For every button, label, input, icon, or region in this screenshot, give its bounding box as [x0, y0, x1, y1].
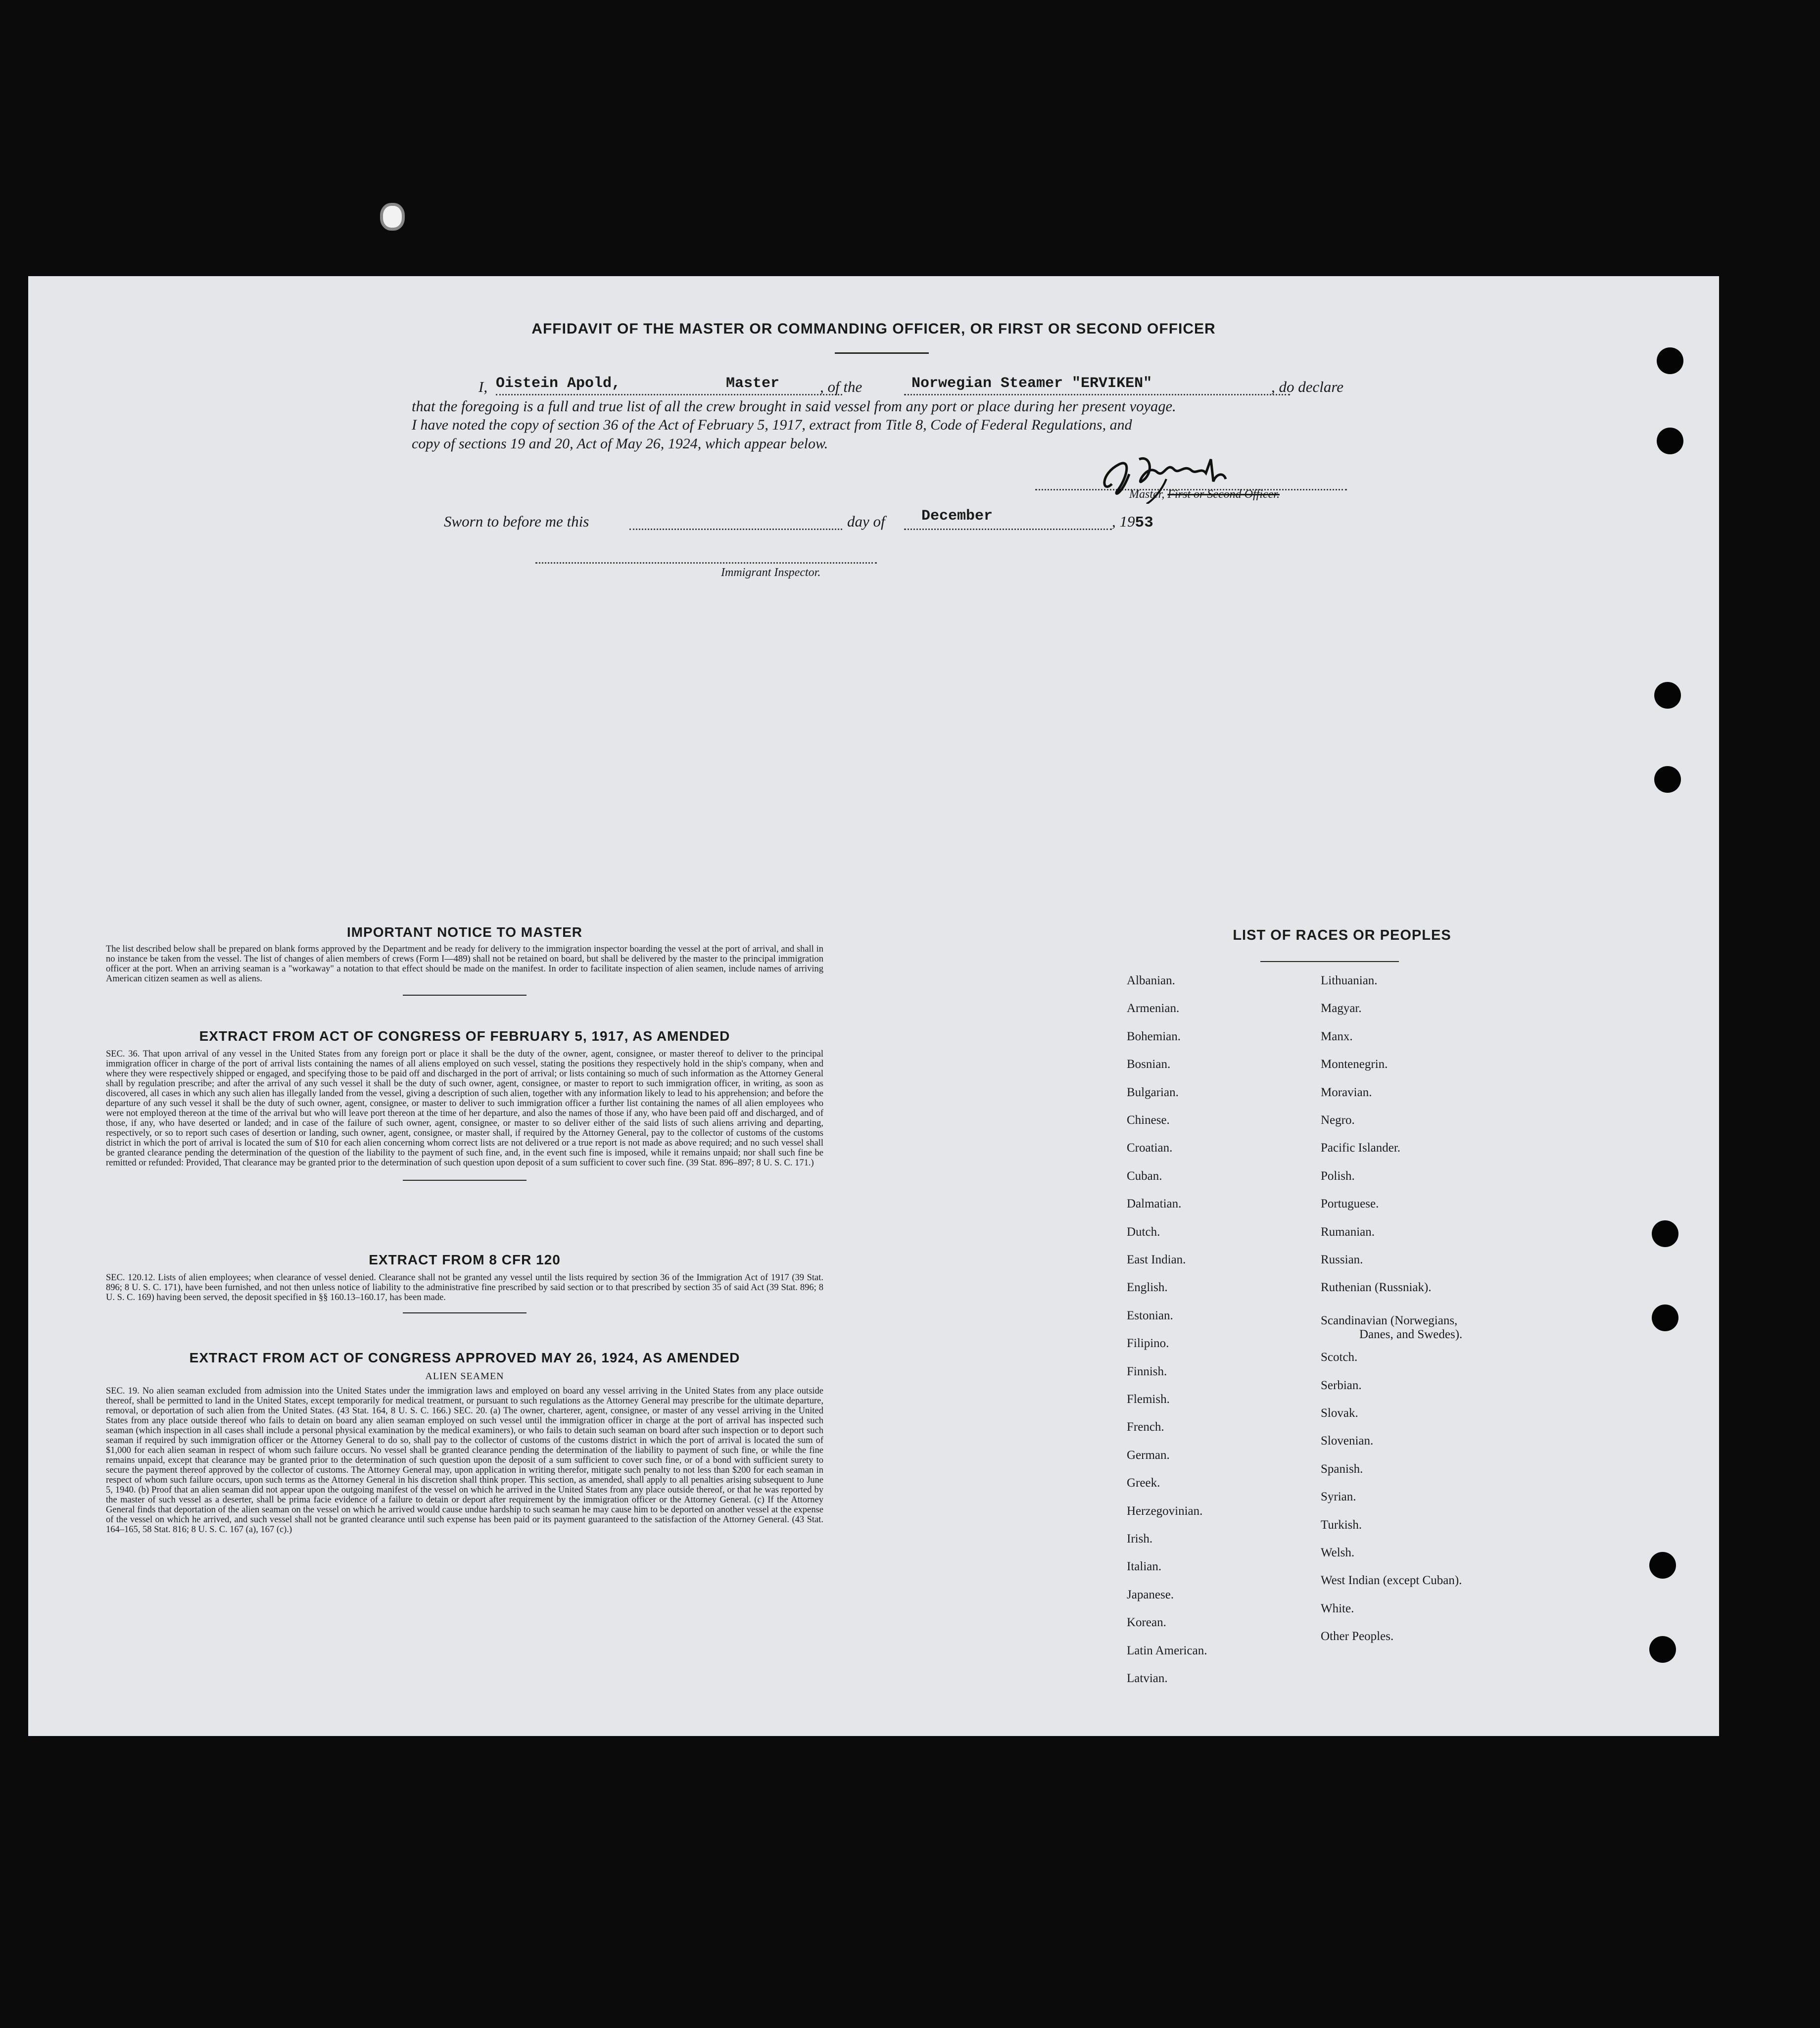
race-item: Bulgarian.	[1127, 1085, 1179, 1099]
race-item: Italian.	[1127, 1560, 1162, 1574]
race-item: Manx.	[1321, 1029, 1353, 1043]
race-item: Magyar.	[1321, 1002, 1362, 1015]
extract-cfr-body: SEC. 120.12. Lists of alien employees; when clearance of vessel denied. Clearance shall not be granted any vessel until the lists required by section 36 of the Immigration Act of 1917 (39 Stat. 896; 8 U. S. C. 171), have been furnished, and not then unless notice of liability to the administrative fine prescribed by said section or to that prescribed by section 35 of said Act (39 Stat. 896; 8 U. S. C. 169) having been served, the deposit specified in §§ 160.13–160.17, has been made.	[106, 1273, 823, 1303]
race-item: English.	[1127, 1281, 1168, 1295]
affidavit-title: AFFIDAVIT OF THE MASTER OR COMMANDING OFFICER, OR FIRST OR SECOND OFFICER	[531, 321, 1216, 337]
vessel-name: Norwegian Steamer "ERVIKEN"	[911, 375, 1152, 392]
inspector-caption: Immigrant Inspector.	[721, 566, 821, 579]
race-item: French.	[1127, 1420, 1164, 1434]
race-item: Turkish.	[1321, 1518, 1362, 1532]
race-item: Spanish.	[1321, 1462, 1363, 1476]
race-item: Montenegrin.	[1321, 1058, 1388, 1071]
race-item: Scandinavian (Norwegians,	[1321, 1313, 1458, 1327]
extract-1924-section	[106, 1350, 823, 1535]
i-label: I,	[479, 378, 488, 395]
master-name: Oistein Apold,	[496, 375, 621, 392]
extract-1917-body: SEC. 36. That upon arrival of any vessel in the United States from any foreign port or place it shall be the duty of the owner, agent, consignee, or master thereof to deliver to the principal immigration officer in charge of the port of arrival lists containing the names of all aliens employed on such vessel, stating the positions they respectively hold in the ship's company, when and where they were respectively shipped or engaged, and specifying those to be paid off and discharged in the port of arrival; or lists containing so much of such information as the Attorney General shall by regulation prescribe; and after the arrival of any such vessel it shall be the duty of such owner, agent, consignee, or master to report to such immigration officer, in writing, as soon as discovered, all cases in which any such alien has illegally landed from the vessel, giving a description of such alien, together with any information likely to lead to his apprehension; and before the departure of any such vessel it shall be the duty of such owner, agent, consignee, or master to deliver to such immigration officer a further list containing the names of all alien employees who were not employed thereon at the time of the arrival but who will leave port thereon at the time of her departure, and also the names of those if any, who have been paid off and discharged, and of those, if any, who have deserted or landed; and in case of the failure of such owner, agent, consignee, or master to so deliver either of the said lists of such aliens arriving and departing, respectively, or so to report such cases of desertion or landing, such owner, agent, consignee, or master shall, if required by the Attorney General, pay to the collector of customs of the customs district in which the port of arrival is located the sum of $10 for each alien concerning whom correct lists are not delivered or a true report is not made as above required; and no such vessel shall be granted clearance pending the determination of the question of the liability to the payment of such fine, and, in the event such fine is imposed, while it remains unpaid; nor shall such fine be remitted or refunded: Provided, That clearance may be granted prior to the determination of such question upon deposit of a sum sufficient to cover such fine. (39 Stat. 896–897; 8 U. S. C. 171.)	[106, 1049, 823, 1168]
races-rule	[1260, 961, 1399, 962]
declaration-line-3: I have noted the copy of section 36 of the Act of February 5, 1917, extract from Title 8, Code of Federal Regulations, and	[412, 417, 1132, 433]
document-page	[28, 276, 1719, 1736]
binder-hole	[1652, 1220, 1678, 1247]
race-item: Serbian.	[1321, 1378, 1362, 1392]
race-item: Latin American.	[1127, 1643, 1207, 1657]
race-item: Irish.	[1127, 1532, 1153, 1545]
race-item: Dutch.	[1127, 1225, 1160, 1239]
notice-rule	[403, 995, 527, 996]
year-prefix	[1112, 513, 1153, 531]
sworn-month: December	[921, 508, 993, 525]
races-title: LIST OF RACES OR PEOPLES	[1233, 927, 1451, 943]
extract-cfr-section	[106, 1252, 823, 1313]
race-item: Herzegovinian.	[1127, 1504, 1203, 1518]
binder-hole	[1649, 1552, 1676, 1579]
race-item: Dalmatian.	[1127, 1197, 1182, 1211]
race-item: Portuguese.	[1321, 1197, 1379, 1211]
extract-1924-body: SEC. 19. No alien seaman excluded from admission into the United States under the immigration laws and employed on board any vessel arriving in the United States from any place outside thereof, shall be permitted to land in the United States, except temporarily for medical treatment, or pursuant to such regulations as the Attorney General may prescribe for the ultimate departure, removal, or deportation of such alien from the United States. (43 Stat. 164, 8 U. S. C. 166.) SEC. 20. (a) The owner, charterer, agent, consignee, or master of any vessel arriving in the United States from any place outside thereof who fails to detain on board any alien seaman employed on such vessel until the immigration officer in charge at the port of arrival has inspected such seaman (which inspection in all cases shall include a personal physical examination by the medical examiners), or who fails to detain such seaman on board after such inspection or to deport such seaman if required by such immigration officer or the Attorney General to do so, shall pay to the collector of customs of the customs district in which the port of arrival is located the sum of $1,000 for each alien seaman in respect of whom such failure occurs. No vessel shall be granted clearance pending the determination of the liability to payment of such fine, or while the fine remains unpaid, except that clearance may be granted prior to the determination of such question upon the deposit of a sum sufficient to cover such fine, or of a bond with sufficient surety to secure the payment thereof approved by the collector of customs. The Attorney General may, upon application in writing therefor, mitigate such penalty to not less than $200 for each seaman in respect of whom such failure occurs, upon such terms as the Attorney General in his discretion shall think proper. This section, as amended, shall apply to all penalties arising subsequent to June 5, 1940. (b) Proof that an alien seaman did not appear upon the outgoing manifest of the vessel on which he arrived in the United States from any place outside thereof, or that he was reported by the master of such vessel as a deserter, shall be prima facie evidence of a failure to detain or deport after requirement by the immigration officer or the Attorney General. (c) If the Attorney General finds that deportation of the alien seaman on the vessel on which he arrived would cause undue hardship to such seaman he may cause him to be deported on another vessel at the expense of the vessel on which he arrived, and such vessel shall not be granted clearance until such expense has been paid or its payment guaranteed to the satisfaction of the Attorney General. (43 Stat. 164–165, 58 Stat. 816; 8 U. S. C. 167 (a), 167 (c).)	[106, 1386, 823, 1535]
declaration-line-4: copy of sections 19 and 20, Act of May 26, 1924, which appear below.	[412, 435, 828, 452]
race-item: Syrian.	[1321, 1490, 1356, 1504]
race-item: Korean.	[1127, 1616, 1166, 1630]
race-item: Rumanian.	[1321, 1225, 1375, 1239]
stray-mark	[380, 203, 405, 231]
race-item: Cuban.	[1127, 1169, 1162, 1183]
race-item: Welsh.	[1321, 1546, 1355, 1559]
race-item: Finnish.	[1127, 1364, 1167, 1378]
race-item: Estonian.	[1127, 1308, 1173, 1322]
notice-title: IMPORTANT NOTICE TO MASTER	[346, 924, 583, 940]
race-item: Filipino.	[1127, 1337, 1169, 1351]
master-rank: Master	[726, 375, 780, 392]
signature-caption	[1129, 488, 1280, 501]
race-item: German.	[1127, 1448, 1170, 1462]
race-item: Polish.	[1321, 1169, 1355, 1183]
name-line	[496, 394, 842, 395]
extract-1917-section	[106, 1028, 823, 1181]
race-item: Lithuanian.	[1321, 974, 1378, 987]
race-item: Greek.	[1127, 1476, 1160, 1490]
binder-hole	[1657, 428, 1683, 454]
race-item: Albanian.	[1127, 974, 1175, 987]
sworn-label: Sworn to before me this	[444, 513, 589, 530]
extract-1917-rule	[403, 1180, 527, 1181]
race-item: Flemish.	[1127, 1393, 1170, 1406]
race-item: Negro.	[1321, 1113, 1355, 1127]
race-item: East Indian.	[1127, 1253, 1186, 1266]
race-item: Pacific Islander.	[1321, 1141, 1401, 1155]
master-caption: Master,	[1129, 488, 1165, 501]
binder-hole	[1657, 347, 1683, 374]
notice-body: The list described below shall be prepared on blank forms approved by the Department and be ready for delivery to the immigration inspector boarding the vessel at the port of arrival, and shall in no instance be taken from the vessel. The list of changes of alien members of crews (Form I—489) shall not be retained on board, but shall be delivered by the master to the principal immigration officer at the port. When an arriving seaman is a "workaway" a notation to that effect should be made on the manifest. In order to facilitate inspection of alien seamen, include names of arriving American citizen seamen as well as aliens.	[106, 944, 823, 984]
race-item: Danes, and Swedes).	[1359, 1327, 1463, 1341]
race-item: Ruthenian (Russniak).	[1321, 1281, 1432, 1295]
extract-cfr-title: EXTRACT FROM 8 CFR 120	[369, 1252, 561, 1267]
binder-hole	[1654, 682, 1681, 709]
notice-section	[106, 924, 823, 996]
vessel-line	[904, 394, 1290, 395]
binder-hole	[1652, 1304, 1678, 1331]
do-declare-label: , do declare	[1271, 378, 1344, 395]
race-item: Croatian.	[1127, 1141, 1173, 1155]
extract-cfr-rule	[403, 1312, 527, 1313]
race-item: Slovak.	[1321, 1406, 1358, 1420]
day-of-label: day of	[847, 513, 885, 530]
binder-hole	[1654, 766, 1681, 793]
declaration-line-2: that the foregoing is a full and true list of all the crew brought in said vessel from any port or place during her present voyage.	[412, 398, 1176, 415]
title-rule	[835, 352, 929, 354]
race-item: Latvian.	[1127, 1672, 1168, 1685]
struck-caption: First or Second Officer.	[1167, 488, 1280, 501]
year-prefix-text: , 19	[1112, 513, 1135, 530]
race-item: Armenian.	[1127, 1002, 1180, 1015]
race-item: Chinese.	[1127, 1113, 1170, 1127]
race-item: West Indian (except Cuban).	[1321, 1574, 1462, 1588]
inspector-line	[535, 562, 877, 564]
race-item: Russian.	[1321, 1253, 1363, 1266]
of-the-label: , of the	[820, 378, 862, 395]
race-item: Scotch.	[1321, 1351, 1358, 1364]
sworn-day-line	[629, 529, 842, 530]
race-item: Bosnian.	[1127, 1058, 1171, 1071]
extract-1924-subtitle: ALIEN SEAMEN	[425, 1371, 504, 1382]
binder-hole	[1649, 1636, 1676, 1663]
sworn-month-line	[904, 529, 1112, 530]
race-item: Other Peoples.	[1321, 1630, 1394, 1643]
extract-1917-title: EXTRACT FROM ACT OF CONGRESS OF FEBRUARY 5, 1917, AS AMENDED	[199, 1028, 730, 1044]
race-item: Japanese.	[1127, 1588, 1174, 1601]
race-item: White.	[1321, 1601, 1354, 1615]
race-item: Moravian.	[1321, 1085, 1372, 1099]
race-item: Bohemian.	[1127, 1029, 1181, 1043]
race-item: Slovenian.	[1321, 1434, 1374, 1448]
extract-1924-title: EXTRACT FROM ACT OF CONGRESS APPROVED MAY 26, 1924, AS AMENDED	[189, 1350, 740, 1365]
year-suffix: 53	[1135, 514, 1153, 531]
